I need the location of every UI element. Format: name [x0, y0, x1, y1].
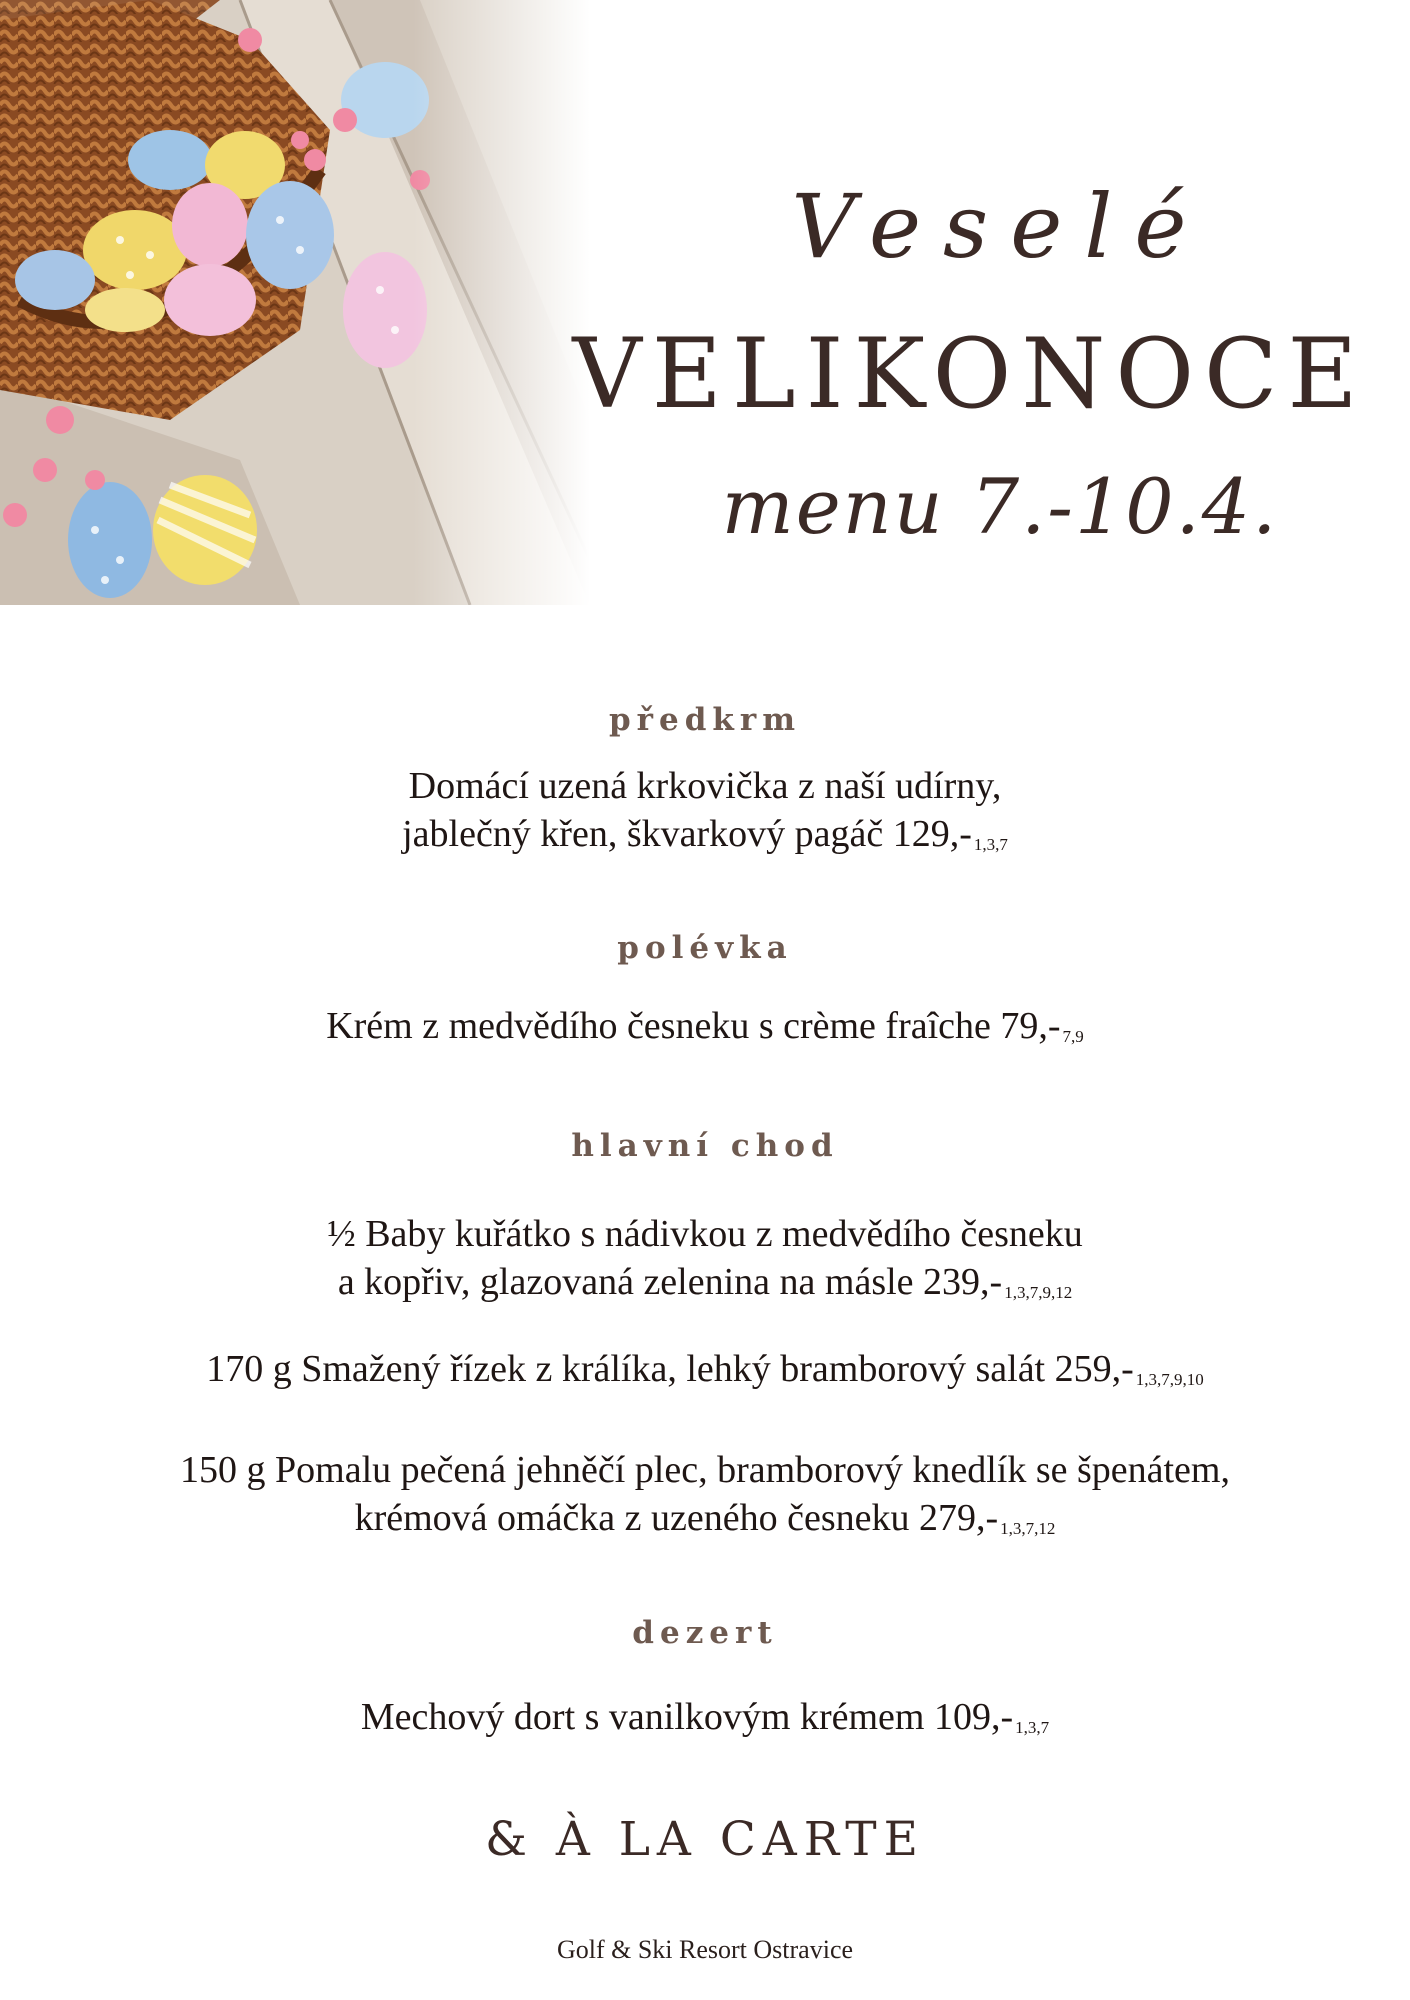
section-title-predkrm: předkrm — [608, 702, 802, 738]
dish-line: krémová omáčka z uzeného česneku 279,- 1,3,7,12 — [354, 1497, 1056, 1539]
dish-dezert-1 — [0, 1693, 1410, 1752]
dish-line: Krém z medvědího česneku s crème fraîche 79,- 7,9 — [326, 1005, 1084, 1047]
dish-line: ½ Baby kuřátko s nádivkou z medvědího česneku — [327, 1213, 1083, 1255]
allergens: 1,3,7,12 — [1000, 1519, 1056, 1538]
easter-basket-photo — [0, 0, 590, 605]
footer-resort-name: Golf & Ski Resort Ostravice — [556, 1935, 854, 1964]
dish-line: jablečný křen, škvarkový pagáč 129,- 1,3,7 — [402, 813, 1008, 855]
dish-line: 170 g Smažený řízek z králíka, lehký bramborový salát 259,- 1,3,7,9,10 — [206, 1348, 1204, 1390]
page-title: VELIKONOCE — [572, 318, 1368, 430]
allergens: 1,3,7 — [973, 835, 1008, 854]
dish-predkrm-1 — [0, 762, 1410, 869]
allergens: 1,3,7 — [1015, 1718, 1050, 1737]
a-la-carte-note: & À LA CARTE — [485, 1812, 925, 1867]
dish-line: Mechový dort s vanilkovým krémem 109,- 1,3,7 — [360, 1696, 1050, 1738]
section-title-polevka: polévka — [617, 930, 793, 966]
dish-line: Domácí uzená krkovička z naší udírny, — [408, 765, 1002, 807]
dish-line: a kopřiv, glazovaná zelenina na másle 239,- 1,3,7,9,12 — [337, 1261, 1073, 1303]
menu-date: menu 7.-10.4. — [721, 462, 1279, 551]
dish-hlavni-3 — [0, 1446, 1410, 1553]
allergens: 1,3,7,9,12 — [1004, 1283, 1073, 1302]
header-script-top: Veselé — [791, 175, 1209, 278]
dish-hlavni-1 — [0, 1210, 1410, 1317]
allergens: 1,3,7,9,10 — [1135, 1370, 1204, 1389]
dish-hlavni-2 — [0, 1345, 1410, 1404]
dish-line: 150 g Pomalu pečená jehněčí plec, bramborový knedlík se špenátem, — [180, 1449, 1230, 1491]
section-title-dezert: dezert — [632, 1615, 778, 1651]
dish-polevka-1 — [0, 1002, 1410, 1061]
section-title-hlavni-chod: hlavní chod — [571, 1128, 839, 1164]
allergens: 7,9 — [1062, 1027, 1084, 1046]
